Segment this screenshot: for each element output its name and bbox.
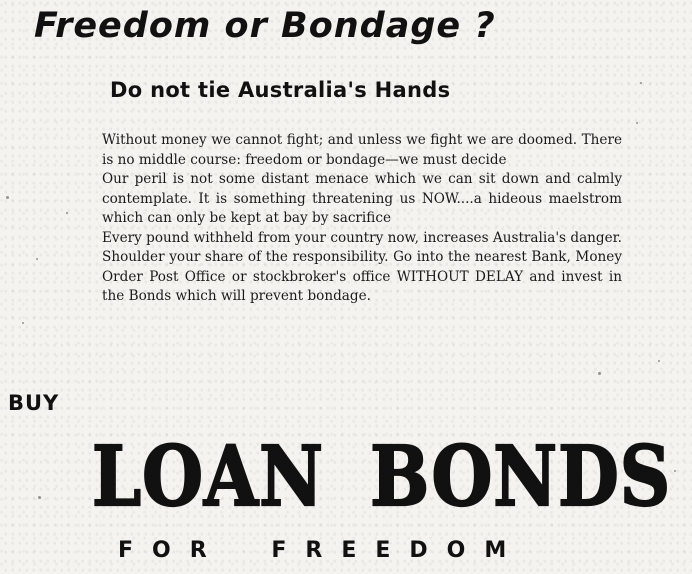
print-speck — [6, 196, 9, 199]
print-speck — [674, 470, 676, 472]
print-speck — [658, 360, 660, 362]
freedom-word: FREEDOM — [271, 538, 526, 563]
print-speck — [66, 212, 68, 214]
headline: Freedom or Bondage ? — [34, 6, 496, 46]
loan-bonds-banner — [92, 428, 672, 525]
body-paragraph: Our peril is not some distant menace which we can sit down and calmly contemplate. It is something threatening us NOW....a hideous maelstrom which can only be kept at bay by sacrifice — [102, 171, 622, 226]
subheadline: Do not tie Australia's Hands — [110, 78, 451, 102]
print-speck — [640, 82, 642, 84]
loan-word: LOAN — [92, 428, 324, 525]
body-copy — [102, 131, 622, 307]
print-speck — [598, 372, 601, 375]
body-paragraph: Without money we cannot fight; and unless we fight we are doomed. There is no middle course: freedom or bondage—we must decide — [102, 132, 622, 168]
print-speck — [36, 258, 38, 260]
print-speck — [38, 496, 41, 499]
bonds-word: BONDS — [370, 428, 672, 525]
buy-label: BUY — [8, 391, 60, 415]
print-speck — [636, 122, 638, 124]
for-freedom-tagline — [118, 538, 525, 563]
print-speck — [22, 322, 24, 324]
for-word: FOR — [118, 538, 226, 563]
body-paragraph: Every pound withheld from your country now, increases Australia's danger. Shoulder your share of the responsibility. Go into the nearest Bank, Money Order Post Office or stockbroker's office WITHOUT DELAY and invest in the Bonds which will prevent bondage. — [102, 229, 622, 304]
